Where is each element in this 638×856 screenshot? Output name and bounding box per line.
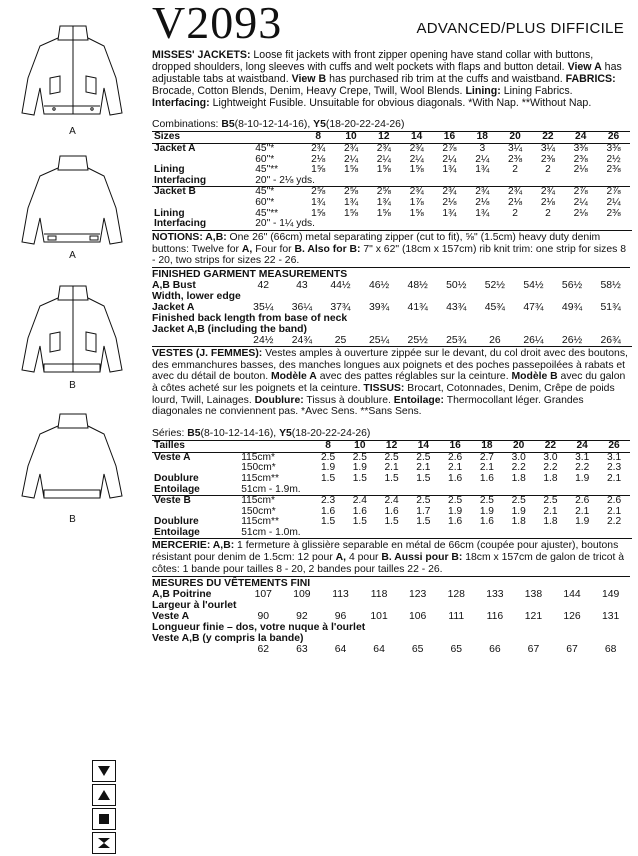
- fabric-width: 45"**: [255, 164, 279, 176]
- measure-value: 25¼: [368, 334, 390, 346]
- yardage-value: 1⅝: [376, 164, 391, 176]
- measure-value: 138: [524, 588, 543, 600]
- sketch-label: B: [69, 514, 76, 525]
- yardage-value: 2.4: [344, 496, 376, 507]
- sketch-label: A: [69, 126, 76, 137]
- yardage-value: 2⅞: [442, 143, 457, 155]
- yardage-value: 2.5: [471, 496, 503, 507]
- yardage-value: 2⅛: [573, 164, 588, 176]
- measure-value: 37¾: [330, 301, 351, 313]
- yardage-value: 1.5: [384, 472, 399, 484]
- measure-value: 24¾: [291, 334, 312, 346]
- yardage-value: 1.5: [416, 516, 431, 528]
- measure-value: 67: [566, 643, 578, 655]
- size-header: 22: [532, 132, 565, 144]
- yardage-value: 2⅞: [597, 187, 630, 198]
- fabric-width: 115cm**: [241, 472, 279, 484]
- measure-value: 68: [604, 643, 617, 655]
- size-header: 24: [566, 441, 598, 453]
- size-header: 14: [400, 132, 433, 144]
- yardage-value: 2.4: [376, 496, 408, 507]
- back-length-label: Finished back length from base of neck: [152, 312, 348, 324]
- yardage-row: [152, 187, 630, 198]
- yardage-value: 1¾: [343, 197, 359, 209]
- measure-value: 26½: [561, 334, 583, 346]
- yardage-value: 1¾: [442, 164, 457, 176]
- triangle-up-icon: [92, 784, 116, 806]
- measure-value: 67: [527, 643, 540, 655]
- yardage-value: 1.8: [543, 516, 558, 528]
- row-label: Lining: [154, 164, 185, 176]
- jacket-b-front-sketch: [0, 280, 145, 391]
- yardage-row: [152, 165, 630, 176]
- header: [152, 0, 632, 46]
- measure-value: 149: [601, 588, 620, 600]
- yardage-value: 3.1: [575, 451, 590, 463]
- measure-value: 90: [257, 610, 270, 622]
- yardage-value: 1.5: [384, 516, 399, 528]
- measurements-title: FINISHED GARMENT MEASUREMENTS: [152, 268, 348, 280]
- measure-value: 64: [334, 643, 347, 655]
- size-header: 8: [302, 132, 335, 144]
- measure-value: 25¾: [446, 334, 467, 346]
- size-header: 10: [344, 441, 376, 453]
- fabric-width: 60"*: [255, 153, 275, 165]
- yardage-value: 2¼: [409, 153, 424, 165]
- yardage-value: 1⅝: [343, 164, 359, 176]
- measure-value: 66: [489, 643, 501, 655]
- sketch-label: B: [69, 380, 76, 391]
- row-label: Entoilage: [154, 526, 200, 538]
- yardage-value: 2¾: [376, 143, 391, 155]
- yardage-value: 2.5: [407, 496, 439, 507]
- fabric-width: 150cm*: [241, 462, 276, 474]
- yardage-value: 1¾: [475, 164, 490, 176]
- fabric-width: 115cm**: [241, 516, 279, 528]
- yardage-row: [152, 209, 630, 220]
- measure-value: 41¾: [407, 301, 428, 313]
- yardage-value: 2¾: [433, 187, 466, 198]
- description-en: MISSES' JACKETS: Loose fit jackets with front zipper opening have stand collar with buttons, dropped shoulders, long sleeves with cuffs and welt pockets with flaps and button detail. View A has adjustable tabs at waistband. View B has purchased rib trim at the cuffs and waistband. FABRICS: Brocade, Cotton Blends, Denim, Heavy Crepe, Twill, Wool Blends. Lining: Lining Fabrics. Interfacing: Lightweight Fusible. Unsuitable for obvious diagonals. *With Nap. **Without Nap.: [152, 49, 622, 110]
- measure-value: 46½: [368, 279, 390, 291]
- notions-fr: MERCERIE: A,B: 1 fermeture à glissière separable en métal de 66cm (coupée pour ajuster), boutons résistant pour denim de 1.5cm: 12 pour A, 4 pour B. Aussi pour B: 18cm x 157cm de galon de tricot à côtes: 1 bande pour tailles 8 - 20, 2 bandes pour tailles 22 - 26.: [152, 538, 632, 575]
- measure-value: 43: [296, 279, 308, 291]
- yardage-value: 2¼: [376, 153, 391, 165]
- yardage-value: 2¾: [532, 187, 565, 198]
- jacket-a-front-sketch: [0, 18, 145, 137]
- measure-value: 107: [254, 588, 272, 600]
- row-label: Jacket A: [154, 143, 196, 155]
- measure-value: 92: [296, 610, 308, 622]
- measure-value: 133: [486, 588, 504, 600]
- yardage-value: 2.5: [503, 496, 535, 507]
- measure-label: A,B Bust: [152, 279, 196, 291]
- yardage-value: 1.9: [575, 472, 590, 484]
- finished-measurements-en: [152, 267, 630, 346]
- row-label: Jacket B: [152, 187, 253, 198]
- width-lower-edge-label: Largeur à l'ourlet: [152, 599, 237, 611]
- back-length-row: [152, 335, 630, 346]
- size-header: 8: [312, 441, 344, 453]
- yardage-value: 2¾: [343, 143, 359, 155]
- measure-value: 128: [447, 588, 465, 600]
- size-header: 12: [376, 441, 408, 453]
- size-header: 24: [564, 132, 597, 144]
- combinations-en: Combinations: B5(8-10-12-14-16), Y5(18-20-22-24-26): [152, 119, 405, 131]
- yardage-value: 1.9: [479, 505, 494, 517]
- fabric-width: 20" - 2⅛ yds.: [255, 174, 315, 186]
- yardage-value: 2.5: [439, 496, 471, 507]
- yardage-value: 1⅝: [311, 164, 326, 176]
- fabric-width: 45"*: [253, 187, 302, 198]
- measure-value: 24½: [253, 334, 274, 346]
- yardage-value: 2⅛: [508, 197, 523, 209]
- yardage-value: 2⅝: [302, 187, 335, 198]
- size-header: 18: [471, 441, 503, 453]
- yardage-value: 2.2: [606, 516, 622, 528]
- triangle-down-icon: [92, 760, 116, 782]
- yardage-value: 2: [512, 164, 518, 176]
- yardage-value: 1¾: [442, 207, 457, 219]
- jacket-b-back-sketch: [0, 408, 145, 525]
- yardage-value: 1.6: [320, 505, 336, 517]
- measure-value: 44½: [330, 279, 351, 291]
- description-fr: VESTES (J. FEMMES): Vestes amples à ouverture zippée sur le devant, du col droit avec des boutons, des emmanchures basses, des manches longues aux poignets et des poches passepoilées à rabats et avec du détail de bouton. Modèle A avec des pattes réglables sur la ceinture. Modèle B avec du galon à côtes acheté sur les poignets et la ceinture. TISSUS: Brocart, Cotonnades, Denim, Crêpe de poids lourd, Twill, Lainages. Doublure: Tissus à doublure. Entoilage: Thermocollant léger. Grandes diagonales ne conviennent pas. *Avec Sens. **Sans Sens.: [152, 346, 632, 418]
- measure-value: 47¾: [523, 301, 544, 313]
- measure-value: 54½: [523, 279, 544, 291]
- measure-value: 131: [601, 610, 620, 622]
- yardage-value: 2¾: [400, 187, 433, 198]
- yardage-value: 1.5: [416, 472, 431, 484]
- measure-value: 101: [370, 610, 388, 622]
- measure-label: Jacket A: [152, 301, 195, 313]
- measure-value: 118: [370, 588, 388, 600]
- width-col: [253, 132, 302, 144]
- yardage-value: 2: [545, 164, 551, 176]
- yardage-value: 2¼: [606, 197, 621, 209]
- size-header: 26: [598, 441, 630, 453]
- yardage-value: 2.7: [479, 451, 494, 463]
- yardage-value: 1.9: [352, 462, 367, 474]
- sketch-column: [0, 0, 145, 846]
- yardage-value: 2¼: [475, 153, 490, 165]
- measure-value: 51¾: [600, 301, 621, 313]
- size-header: 12: [367, 132, 400, 144]
- yardage-row: [152, 198, 630, 209]
- row-label: Entoilage: [154, 483, 200, 495]
- yardage-row: [152, 517, 630, 528]
- fabric-width: 20" - 1¼ yds.: [255, 218, 315, 230]
- yardage-value: 2.6: [448, 451, 463, 463]
- yardage-value: 3: [479, 143, 486, 155]
- yardage-value: 2.5: [320, 451, 336, 463]
- yardage-value: 2.1: [606, 505, 622, 517]
- jacket-a-width-row: [152, 302, 630, 313]
- measure-value: 109: [293, 588, 311, 600]
- yardage-value: 1.5: [320, 516, 336, 528]
- yardage-value: 1.6: [479, 516, 494, 528]
- measure-value: 121: [524, 610, 543, 622]
- fabric-width: 150cm*: [241, 505, 276, 517]
- measure-value: 58½: [600, 279, 621, 291]
- yardage-value: 2.3: [312, 496, 344, 507]
- yardage-value: 2.2: [575, 462, 590, 474]
- pattern-code: V2093: [152, 0, 283, 48]
- fabric-width: 60"*: [255, 197, 275, 209]
- measure-value: 26¼: [523, 334, 544, 346]
- yardage-row: [152, 474, 630, 485]
- measure-value: 25½: [407, 334, 428, 346]
- yardage-value: 1.8: [543, 472, 558, 484]
- size-header: 20: [503, 441, 535, 453]
- yardage-value: 2.5: [352, 451, 367, 463]
- measure-value: 126: [563, 610, 581, 622]
- measurements-title: MESURES DU VÊTEMENTS FINI: [152, 577, 311, 589]
- measure-value: 56½: [561, 279, 583, 291]
- yardage-row: [152, 485, 630, 496]
- yardage-value: 2.1: [448, 462, 463, 474]
- size-header-row: [152, 132, 630, 144]
- row-label: Interfacing: [154, 174, 207, 186]
- yardage-value: 1.8: [511, 516, 526, 528]
- row-label: Veste A: [154, 451, 191, 463]
- measure-value: 111: [448, 610, 465, 622]
- fabric-width: 51cm - 1.9m.: [241, 483, 301, 495]
- yardage-value: 2.1: [575, 505, 590, 517]
- fabric-width: 115cm*: [241, 451, 275, 463]
- symbol-legend: [92, 760, 116, 856]
- yardage-value: 2.2: [543, 462, 558, 474]
- measure-value: 63: [296, 643, 308, 655]
- yardage-value: 1.5: [352, 472, 367, 484]
- fabric-width: 115cm*: [239, 496, 312, 507]
- measure-value: 26: [489, 334, 501, 346]
- sizes-label: Sizes: [152, 132, 253, 144]
- notions-en: NOTIONS: A,B: One 26" (66cm) metal separating zipper (cut to fit), ⅝" (1.5cm) heavy duty denim buttons: Twelve for A, Four for B. Also for B: 7" x 62" (18cm x 157cm) rib knit trim: one strip for sizes 8 - 20, two strips for sizes 22 - 26.: [152, 230, 632, 267]
- yardage-value: 2⅛: [540, 197, 555, 209]
- measure-label: Veste A: [152, 610, 190, 622]
- yardage-value: 2¾: [499, 187, 532, 198]
- yardage-value: 2⅜: [540, 153, 555, 165]
- yardage-value: 2.5: [416, 451, 431, 463]
- yardage-row: [152, 528, 630, 539]
- fabric-width: 45"**: [255, 207, 279, 219]
- size-header: 26: [597, 132, 630, 144]
- yardage-value: 2.1: [543, 505, 558, 517]
- measure-value: 113: [332, 588, 349, 600]
- square-icon: [92, 808, 116, 830]
- width-lower-edge-label: Width, lower edge: [152, 290, 241, 302]
- sketch-label: A: [69, 250, 76, 261]
- yardage-value: 2.6: [566, 496, 598, 507]
- yardage-value: 2⅜: [606, 207, 621, 219]
- yardage-value: 2.5: [535, 496, 567, 507]
- jacket-a-back-sketch: [0, 150, 145, 261]
- yardage-value: 2: [545, 207, 551, 219]
- back-length-label: Longueur finie – dos, votre nuque à l'ourlet: [152, 621, 366, 633]
- sizes-label: Tailles: [152, 441, 239, 453]
- yardage-value: 1⅝: [343, 207, 359, 219]
- measure-value: 42: [257, 279, 270, 291]
- yardage-table-en: [152, 131, 630, 229]
- yardage-value: 1.9: [511, 505, 526, 517]
- yardage-value: 1⅝: [376, 207, 391, 219]
- yardage-value: 2.1: [384, 462, 399, 474]
- yardage-value: 2: [512, 207, 518, 219]
- yardage-value: 1.9: [448, 505, 463, 517]
- yardage-value: 2.1: [606, 472, 622, 484]
- difficulty-level: ADVANCED/PLUS DIFFICILE: [416, 20, 624, 37]
- yardage-row: [152, 176, 630, 187]
- measure-value: 65: [450, 643, 463, 655]
- yardage-value: 2½: [606, 153, 621, 165]
- yardage-value: 2¾: [409, 143, 424, 155]
- yardage-value: 2.2: [511, 462, 526, 474]
- size-header: 16: [439, 441, 471, 453]
- measure-value: 123: [409, 588, 427, 600]
- size-header: 16: [433, 132, 466, 144]
- measure-value: 65: [411, 643, 424, 655]
- yardage-value: 2¼: [343, 153, 359, 165]
- row-label: Doublure: [154, 472, 199, 484]
- yardage-value: 1.6: [384, 505, 399, 517]
- yardage-value: 3⅜: [573, 143, 588, 155]
- measure-value: 35¼: [253, 301, 274, 313]
- yardage-value: 2⅛: [475, 197, 490, 209]
- measure-label: [152, 644, 244, 655]
- yardage-value: 3¼: [540, 143, 555, 155]
- measure-value: 50½: [446, 279, 467, 291]
- yardage-value: 2¼: [442, 153, 457, 165]
- measure-value: 52½: [484, 279, 505, 291]
- yardage-value: 2.1: [416, 462, 431, 474]
- yardage-value: 3.0: [511, 451, 526, 463]
- back-length-row: [152, 644, 630, 655]
- fabric-width: 45"*: [255, 143, 275, 155]
- measure-value: 64: [373, 643, 385, 655]
- yardage-value: 2⅛: [573, 207, 588, 219]
- back-length-sub-label: Veste A,B (y compris la bande): [152, 632, 304, 644]
- row-label: Interfacing: [154, 218, 207, 230]
- measure-value: 144: [563, 588, 581, 600]
- hourglass-icon: [92, 832, 116, 854]
- row-label: Veste B: [152, 496, 239, 507]
- size-header: 22: [535, 441, 567, 453]
- yardage-value: 1⅝: [409, 164, 424, 176]
- yardage-value: 1⅝: [409, 207, 424, 219]
- measure-value: 116: [486, 610, 504, 622]
- yardage-value: 2.1: [479, 462, 494, 474]
- yardage-value: 2⅞: [564, 187, 597, 198]
- yardage-row: [152, 219, 630, 230]
- yardage-value: 1.9: [575, 516, 590, 528]
- jacket-a-width-row: [152, 611, 630, 622]
- measure-value: 96: [334, 610, 347, 622]
- instruction-content: [152, 0, 632, 655]
- measure-value: 49¾: [561, 301, 583, 313]
- yardage-value: 3⅜: [606, 143, 621, 155]
- yardage-value: 1¾: [376, 197, 391, 209]
- yardage-value: 1.5: [320, 472, 336, 484]
- measure-value: 43¾: [446, 301, 467, 313]
- width-col: [239, 441, 312, 453]
- yardage-value: 1.9: [320, 462, 336, 474]
- size-header: 20: [499, 132, 532, 144]
- yardage-value: 1⅞: [409, 197, 424, 209]
- yardage-value: 1.6: [448, 516, 463, 528]
- yardage-value: 1.5: [352, 516, 367, 528]
- yardage-value: 1.7: [416, 505, 431, 517]
- yardage-value: 1.6: [352, 505, 367, 517]
- yardage-value: 2¼: [573, 197, 588, 209]
- yardage-value: 2.5: [384, 451, 399, 463]
- measure-value: 106: [409, 610, 427, 622]
- yardage-value: 2⅜: [573, 153, 588, 165]
- yardage-value: 1.8: [511, 472, 526, 484]
- measure-value: 25: [334, 334, 347, 346]
- yardage-value: 3.1: [606, 451, 622, 463]
- measure-value: 36¼: [291, 301, 312, 313]
- measure-label: [152, 335, 244, 346]
- finished-measurements-fr: [152, 576, 630, 655]
- bust-row: [152, 589, 630, 600]
- measure-value: 48½: [407, 279, 428, 291]
- yardage-value: 2⅛: [442, 197, 457, 209]
- yardage-value: 1¾: [475, 207, 490, 219]
- measure-value: 45¾: [484, 301, 505, 313]
- fabric-width: 51cm - 1.0m.: [241, 526, 301, 538]
- yardage-value: 2⅜: [508, 153, 523, 165]
- yardage-value: 2.3: [606, 462, 622, 474]
- yardage-value: 1¾: [311, 197, 326, 209]
- yardage-value: 2⅝: [367, 187, 400, 198]
- yardage-table-fr: [152, 440, 630, 538]
- yardage-row: [152, 144, 630, 155]
- size-header: 10: [335, 132, 368, 144]
- yardage-value: 2.6: [598, 496, 630, 507]
- row-label: Lining: [154, 207, 185, 219]
- measure-value: 39¾: [368, 301, 390, 313]
- row-label: Doublure: [154, 516, 199, 528]
- yardage-value: 3.0: [543, 451, 558, 463]
- yardage-value: 3¼: [508, 143, 523, 155]
- size-header: 14: [407, 441, 439, 453]
- measure-value: 62: [257, 643, 270, 655]
- yardage-value: 2⅛: [311, 153, 326, 165]
- yardage-value: 2¾: [311, 143, 326, 155]
- yardage-value: 1.6: [448, 472, 463, 484]
- yardage-value: 2¾: [466, 187, 499, 198]
- size-header: 18: [466, 132, 499, 144]
- back-length-sub-label: Jacket A,B (including the band): [152, 323, 307, 335]
- measure-value: 26¾: [600, 334, 621, 346]
- combinations-fr: Séries: B5(8-10-12-14-16), Y5(18-20-22-24-26): [152, 428, 371, 440]
- measure-label: A,B Poitrine: [152, 588, 212, 600]
- yardage-value: 1.6: [479, 472, 494, 484]
- yardage-value: 1⅝: [311, 207, 326, 219]
- yardage-value: 2⅝: [335, 187, 368, 198]
- bust-row: [152, 280, 630, 291]
- yardage-value: 2⅜: [606, 164, 621, 176]
- yardage-row: [152, 155, 630, 166]
- size-header-row: [152, 441, 630, 453]
